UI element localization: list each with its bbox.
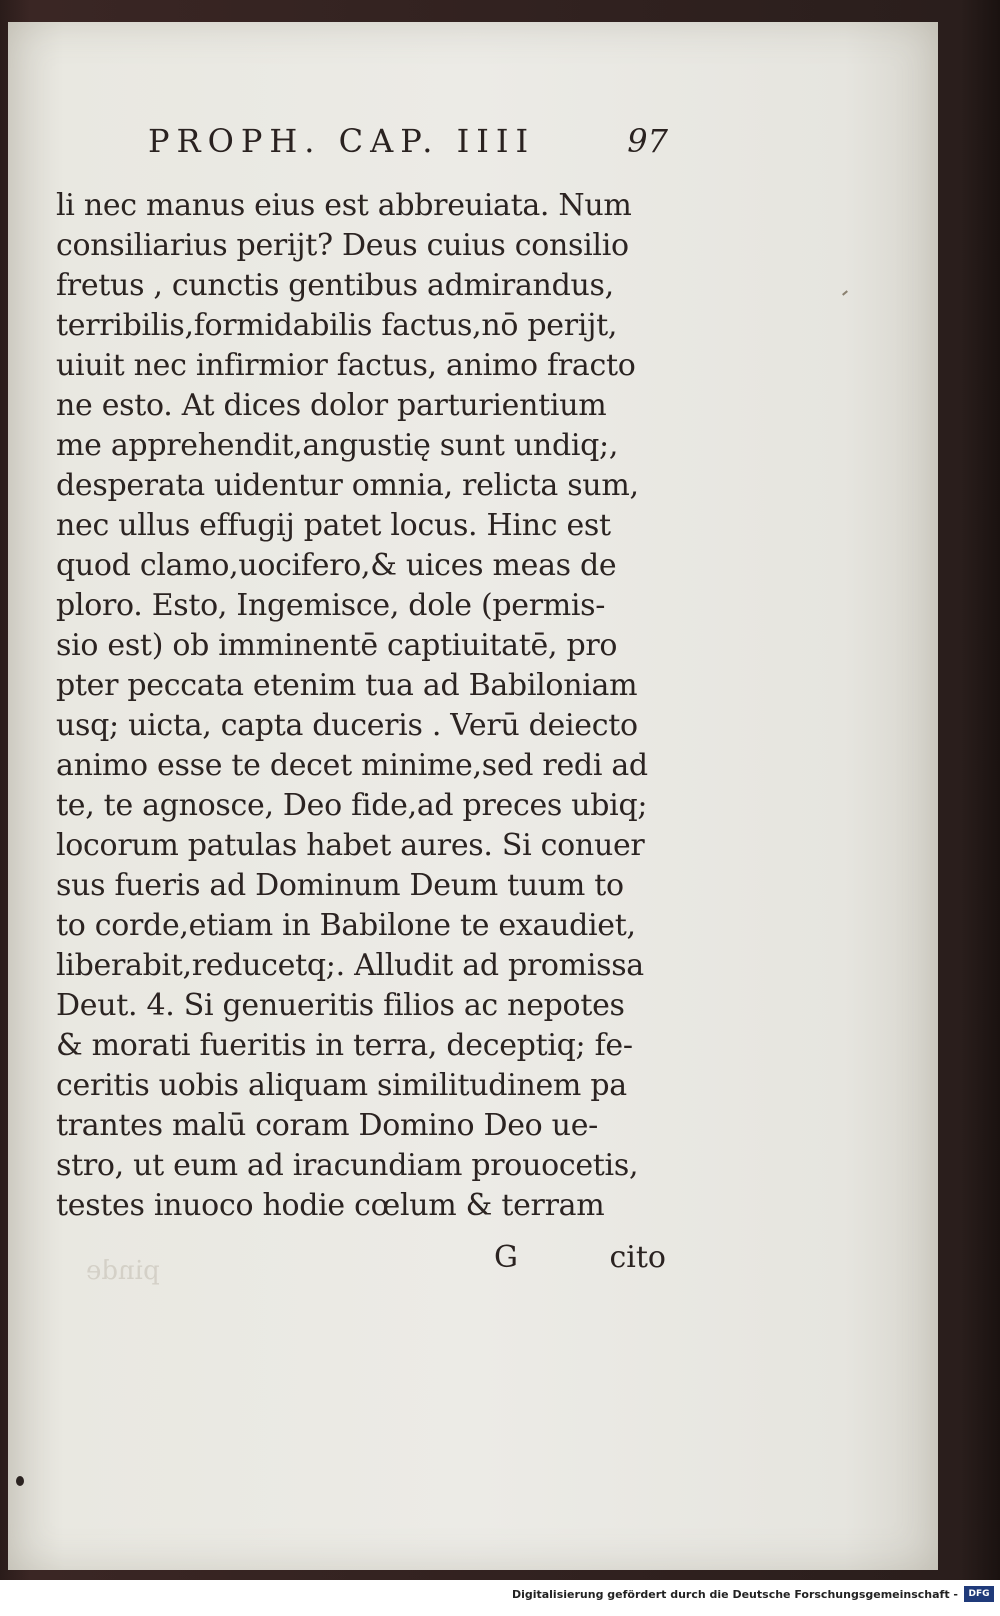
text-line: uiuit nec infirmior factus, animo fracto xyxy=(56,348,636,383)
margin-dot xyxy=(16,1476,24,1486)
body-text xyxy=(56,186,676,1226)
text-line: li nec manus eius est abbreuiata. Num xyxy=(56,188,632,223)
text-line: to corde,etiam in Babilone te exaudiet, xyxy=(56,908,636,943)
text-line: nec ullus effugij patet locus. Hinc est xyxy=(56,508,611,543)
running-head xyxy=(148,122,668,174)
text-line: fretus , cunctis gentibus admirandus, xyxy=(56,268,614,303)
text-line: animo esse te decet minime,sed redi ad xyxy=(56,748,648,783)
text-line: & morati fueritis in terra, deceptiq; fe- xyxy=(56,1028,633,1063)
margin-mark xyxy=(842,290,848,295)
text-line: usq; uicta, capta duceris . Verū deiecto xyxy=(56,708,638,743)
text-line: te, te agnosce, Deo fide,ad preces ubiq; xyxy=(56,788,648,823)
text-line: ceritis uobis aliquam similitudinem pa xyxy=(56,1068,627,1103)
page-number: 97 xyxy=(627,122,668,160)
text-line: stro, ut eum ad iracundiam prouocetis, xyxy=(56,1148,639,1183)
text-line: consiliarius perijt? Deus cuius consilio xyxy=(56,228,629,263)
text-line: locorum patulas habet aures. Si conuer xyxy=(56,828,645,863)
text-line: ploro. Esto, Ingemisce, dole (permis- xyxy=(56,588,606,623)
text-line: quod clamo,uocifero,& uices meas de xyxy=(56,548,617,583)
text-line: trantes malū coram Domino Deo ue- xyxy=(56,1108,598,1143)
text-line: liberabit,reducetq;. Alludit ad promissa xyxy=(56,948,644,983)
bleed-through-text: pinde xyxy=(86,1256,160,1286)
text-line: sio est) ob imminentē captiuitatē, pro xyxy=(56,628,618,663)
text-line: ne esto. At dices dolor parturientium xyxy=(56,388,607,423)
text-line: desperata uidentur omnia, relicta sum, xyxy=(56,468,639,503)
book-page xyxy=(8,22,938,1570)
running-title: PROPH. CAP. IIII xyxy=(148,122,536,160)
catchword: cito xyxy=(609,1240,666,1275)
footer-credit: Digitalisierung gefördert durch die Deutsche Forschungsgemeinschaft - xyxy=(511,1588,958,1601)
text-line: terribilis,formidabilis factus,nō perijt, xyxy=(56,308,618,343)
footer xyxy=(0,1580,1000,1616)
text-line: sus fueris ad Dominum Deum tuum to xyxy=(56,868,624,903)
text-line: Deut. 4. Si genueritis filios ac nepotes xyxy=(56,988,625,1023)
text-line: pter peccata etenim tua ad Babiloniam xyxy=(56,668,638,703)
text-line: me apprehendit,angustię sunt undiq;, xyxy=(56,428,619,463)
dfg-logo-icon: DFG xyxy=(964,1586,994,1602)
signature-mark: G xyxy=(494,1240,518,1275)
text-line: testes inuoco hodie cœlum & terram xyxy=(56,1188,605,1223)
